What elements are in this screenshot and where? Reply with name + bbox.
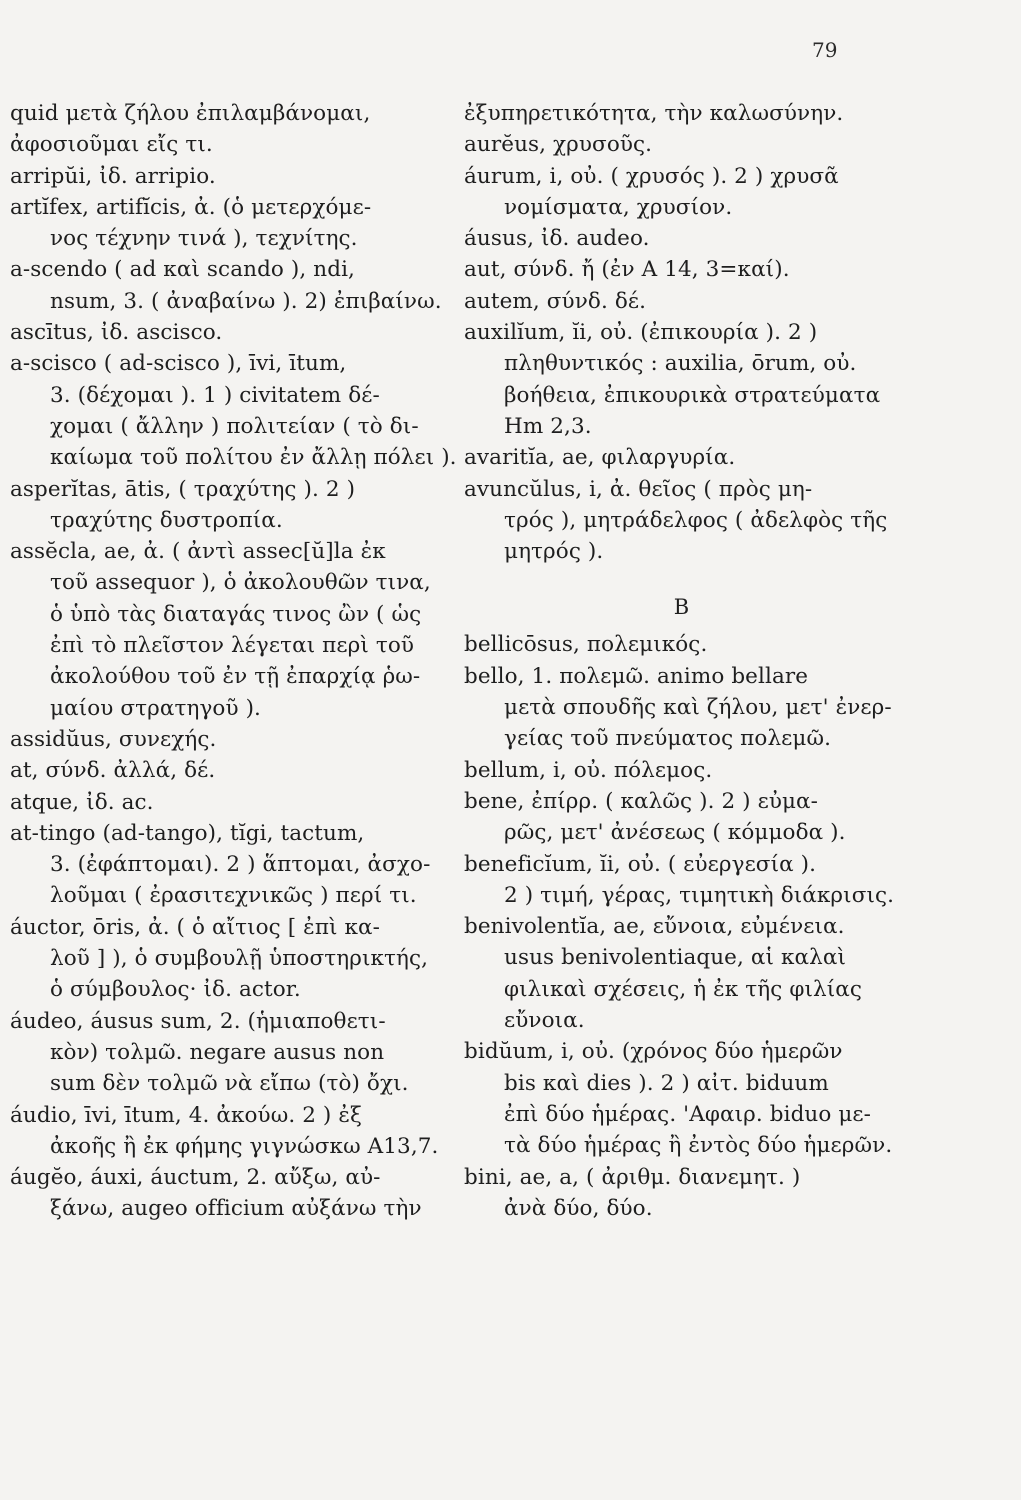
dictionary-line: aut, σύνδ. ἤ (ἐν A 14, 3=καί). <box>464 257 790 283</box>
dictionary-line: τοῦ assequor ), ὁ ἀκολουθῶν τινα, <box>50 570 431 596</box>
dictionary-line: μητρός ). <box>504 539 604 565</box>
dictionary-line: πληθυντικός : auxilia, ōrum, οὐ. <box>504 351 857 377</box>
dictionary-line: nsum, 3. ( ἀναβαίνω ). 2) ἐπιβαίνω. <box>50 288 442 314</box>
dictionary-line: λοῦμαι ( ἐρασιτεχνικῶς ) περί τι. <box>50 883 417 909</box>
right-column-entries-a <box>464 98 899 567</box>
dictionary-line: bini, ae, a, ( ἀριθμ. διανεμητ. ) <box>464 1164 801 1190</box>
dictionary-line: a-scisco ( ad-scisco ), īvi, ītum, <box>10 351 347 377</box>
dictionary-line: μαίου στρατηγοῦ ). <box>50 695 261 721</box>
dictionary-line: ἐπὶ τὸ πλεῖστον λέγεται περὶ τοῦ <box>50 633 415 659</box>
dictionary-line: μετὰ σπουδῆς καὶ ζήλου, μετ' ἐνερ- <box>504 695 892 721</box>
dictionary-line: benivolentĭa, ae, εὔνοια, εὐμένεια. <box>464 914 845 940</box>
dictionary-line: κὸν) τολμῶ. negare ausus non <box>50 1039 385 1065</box>
dictionary-line: usus benivolentiaque, αἱ καλαὶ <box>504 945 846 971</box>
section-letter: B <box>673 595 690 620</box>
dictionary-line: áudio, īvi, ītum, 4. ἀκούω. 2 ) ἐξ <box>10 1102 362 1128</box>
dictionary-line: ἐξυπηρετικότητα, τὴν καλωσύνην. <box>464 101 844 126</box>
dictionary-line: arripŭi, ἰδ. arripio. <box>10 163 216 189</box>
dictionary-line: áuctor, ōris, ἀ. ( ὁ αἴτιος [ ἐπὶ κα- <box>10 914 381 940</box>
dictionary-line: bene, ἐπίρρ. ( καλῶς ). 2 ) εὐμα- <box>464 788 819 814</box>
dictionary-line: at-tingo (ad-tango), tĭgi, tactum, <box>10 820 365 846</box>
dictionary-line: ἀκολούθου τοῦ ἐν τῇ ἐπαρχίᾳ ῥω- <box>50 664 421 690</box>
dictionary-line: áugĕo, áuxi, áuctum, 2. αὔξω, αὐ- <box>10 1165 381 1191</box>
dictionary-line: καίωμα τοῦ πολίτου ἐν ἄλλῃ πόλει ). <box>50 445 457 471</box>
dictionary-line: ἀκοῆς ἢ ἐκ φήμης γιγνώσκω A13,7. <box>50 1133 439 1159</box>
dictionary-line: 3. (ἐφάπτομαι). 2 ) ἅπτομαι, ἀσχο- <box>50 852 431 878</box>
dictionary-line: τραχύτης δυστροπία. <box>50 507 283 533</box>
dictionary-line: at, σύνδ. ἀλλά, δέ. <box>10 758 216 784</box>
dictionary-line: assidŭus, συνεχής. <box>10 726 217 752</box>
dictionary-line: τὰ δύο ἡμέρας ἢ ἐντὸς δύο ἡμερῶν. <box>504 1133 893 1159</box>
dictionary-line: artĭfex, artifĭcis, ἀ. (ὁ μετερχόμε- <box>10 194 372 220</box>
dictionary-line: áudeo, áusus sum, 2. (ἡμιαποθετι- <box>10 1008 386 1034</box>
dictionary-line: εὔνοια. <box>504 1008 585 1034</box>
dictionary-line: βοήθεια, ἐπικουρικὰ στρατεύματα <box>504 382 881 408</box>
dictionary-line: γείας τοῦ πνεύματος πολεμῶ. <box>504 726 832 752</box>
dictionary-line: ἀφοσιοῦμαι εἴς τι. <box>10 132 213 158</box>
dictionary-line: ξάνω, augeo officium αὐξάνω τὴν <box>50 1196 422 1222</box>
dictionary-line: 2 ) τιμή, γέρας, τιμητικὴ διάκρισις. <box>504 882 895 908</box>
dictionary-line: νος τέχνην τινά ), τεχνίτης. <box>50 226 358 252</box>
dictionary-line: νομίσματα, χρυσίον. <box>504 194 733 220</box>
dictionary-line: quid μετὰ ζήλου ἐπιλαμβάνομαι, <box>10 101 371 126</box>
dictionary-line: φιλικαὶ σχέσεις, ἡ ἐκ τῆς φιλίας <box>504 976 863 1002</box>
dictionary-line: auxilĭum, ĭi, οὐ. (ἐπικουρία ). 2 ) <box>464 320 818 346</box>
dictionary-line: Hm 2,3. <box>504 413 592 439</box>
dictionary-line: ascītus, ἰδ. ascisco. <box>10 320 223 346</box>
dictionary-line: autem, σύνδ. δέ. <box>464 288 647 314</box>
dictionary-line: 3. (δέχομαι ). 1 ) civitatem δέ- <box>50 382 380 408</box>
dictionary-line: bellicōsus, πολεμικός. <box>464 632 708 658</box>
dictionary-line: ἐπὶ δύο ἡμέρας. 'Αφαιρ. biduo με- <box>504 1101 872 1127</box>
dictionary-line: beneficĭum, ĭi, οὐ. ( εὐεργεσία ). <box>464 851 817 877</box>
dictionary-line: a-scendo ( ad καὶ scando ), ndi, <box>10 257 355 283</box>
dictionary-line: τρός ), μητράδελφος ( ἀδελφὸς τῆς <box>504 507 888 533</box>
dictionary-line: avuncŭlus, i, ἀ. θεῖος ( πρὸς μη- <box>464 476 813 502</box>
dictionary-line: áurum, i, οὐ. ( χρυσός ). 2 ) χρυσᾶ <box>464 163 839 189</box>
dictionary-line: avaritĭa, ae, φιλαργυρία. <box>464 445 736 471</box>
right-column <box>464 98 899 1224</box>
dictionary-line: asperĭtas, ātis, ( τραχύτης ). 2 ) <box>10 476 356 502</box>
dictionary-line: ἀνὰ δύο, δύο. <box>504 1195 653 1221</box>
dictionary-line: λοῦ ] ), ὁ συμβουλῇ ὑποστηρικτής, <box>50 946 429 972</box>
left-column <box>10 98 457 1225</box>
dictionary-line: ὁ ὑπὸ τὰς διαταγάς τινος ὢν ( ὡς <box>50 601 422 627</box>
dictionary-line: ρῶς, μετ' ἀνέσεως ( κόμμοδα ). <box>504 820 846 846</box>
dictionary-line: aurĕus, χρυσοῦς. <box>464 132 653 158</box>
dictionary-line: sum δὲν τολμῶ νὰ εἴπω (τὸ) ὄχι. <box>50 1071 409 1097</box>
dictionary-line: bello, 1. πολεμῶ. animo bellare <box>464 663 809 689</box>
page-number: 79 <box>812 38 838 62</box>
dictionary-line: ὁ σύμβουλος· ἰδ. actor. <box>50 977 301 1003</box>
dictionary-line: atque, ἰδ. ac. <box>10 789 154 815</box>
dictionary-line: bidŭum, i, οὐ. (χρόνος δύο ἡμερῶν <box>464 1039 843 1065</box>
dictionary-line: bis καὶ dies ). 2 ) αἰτ. biduum <box>504 1070 829 1096</box>
dictionary-line: χομαι ( ἄλλην ) πολιτείαν ( τὸ δι- <box>50 413 419 439</box>
dictionary-line: áusus, ἰδ. audeo. <box>464 226 650 252</box>
dictionary-line: assĕcla, ae, ἀ. ( ἀντὶ assec[ŭ]la ἐκ <box>10 539 386 565</box>
right-column-entries-b <box>464 629 899 1224</box>
dictionary-line: bellum, i, οὐ. πόλεμος. <box>464 757 713 783</box>
